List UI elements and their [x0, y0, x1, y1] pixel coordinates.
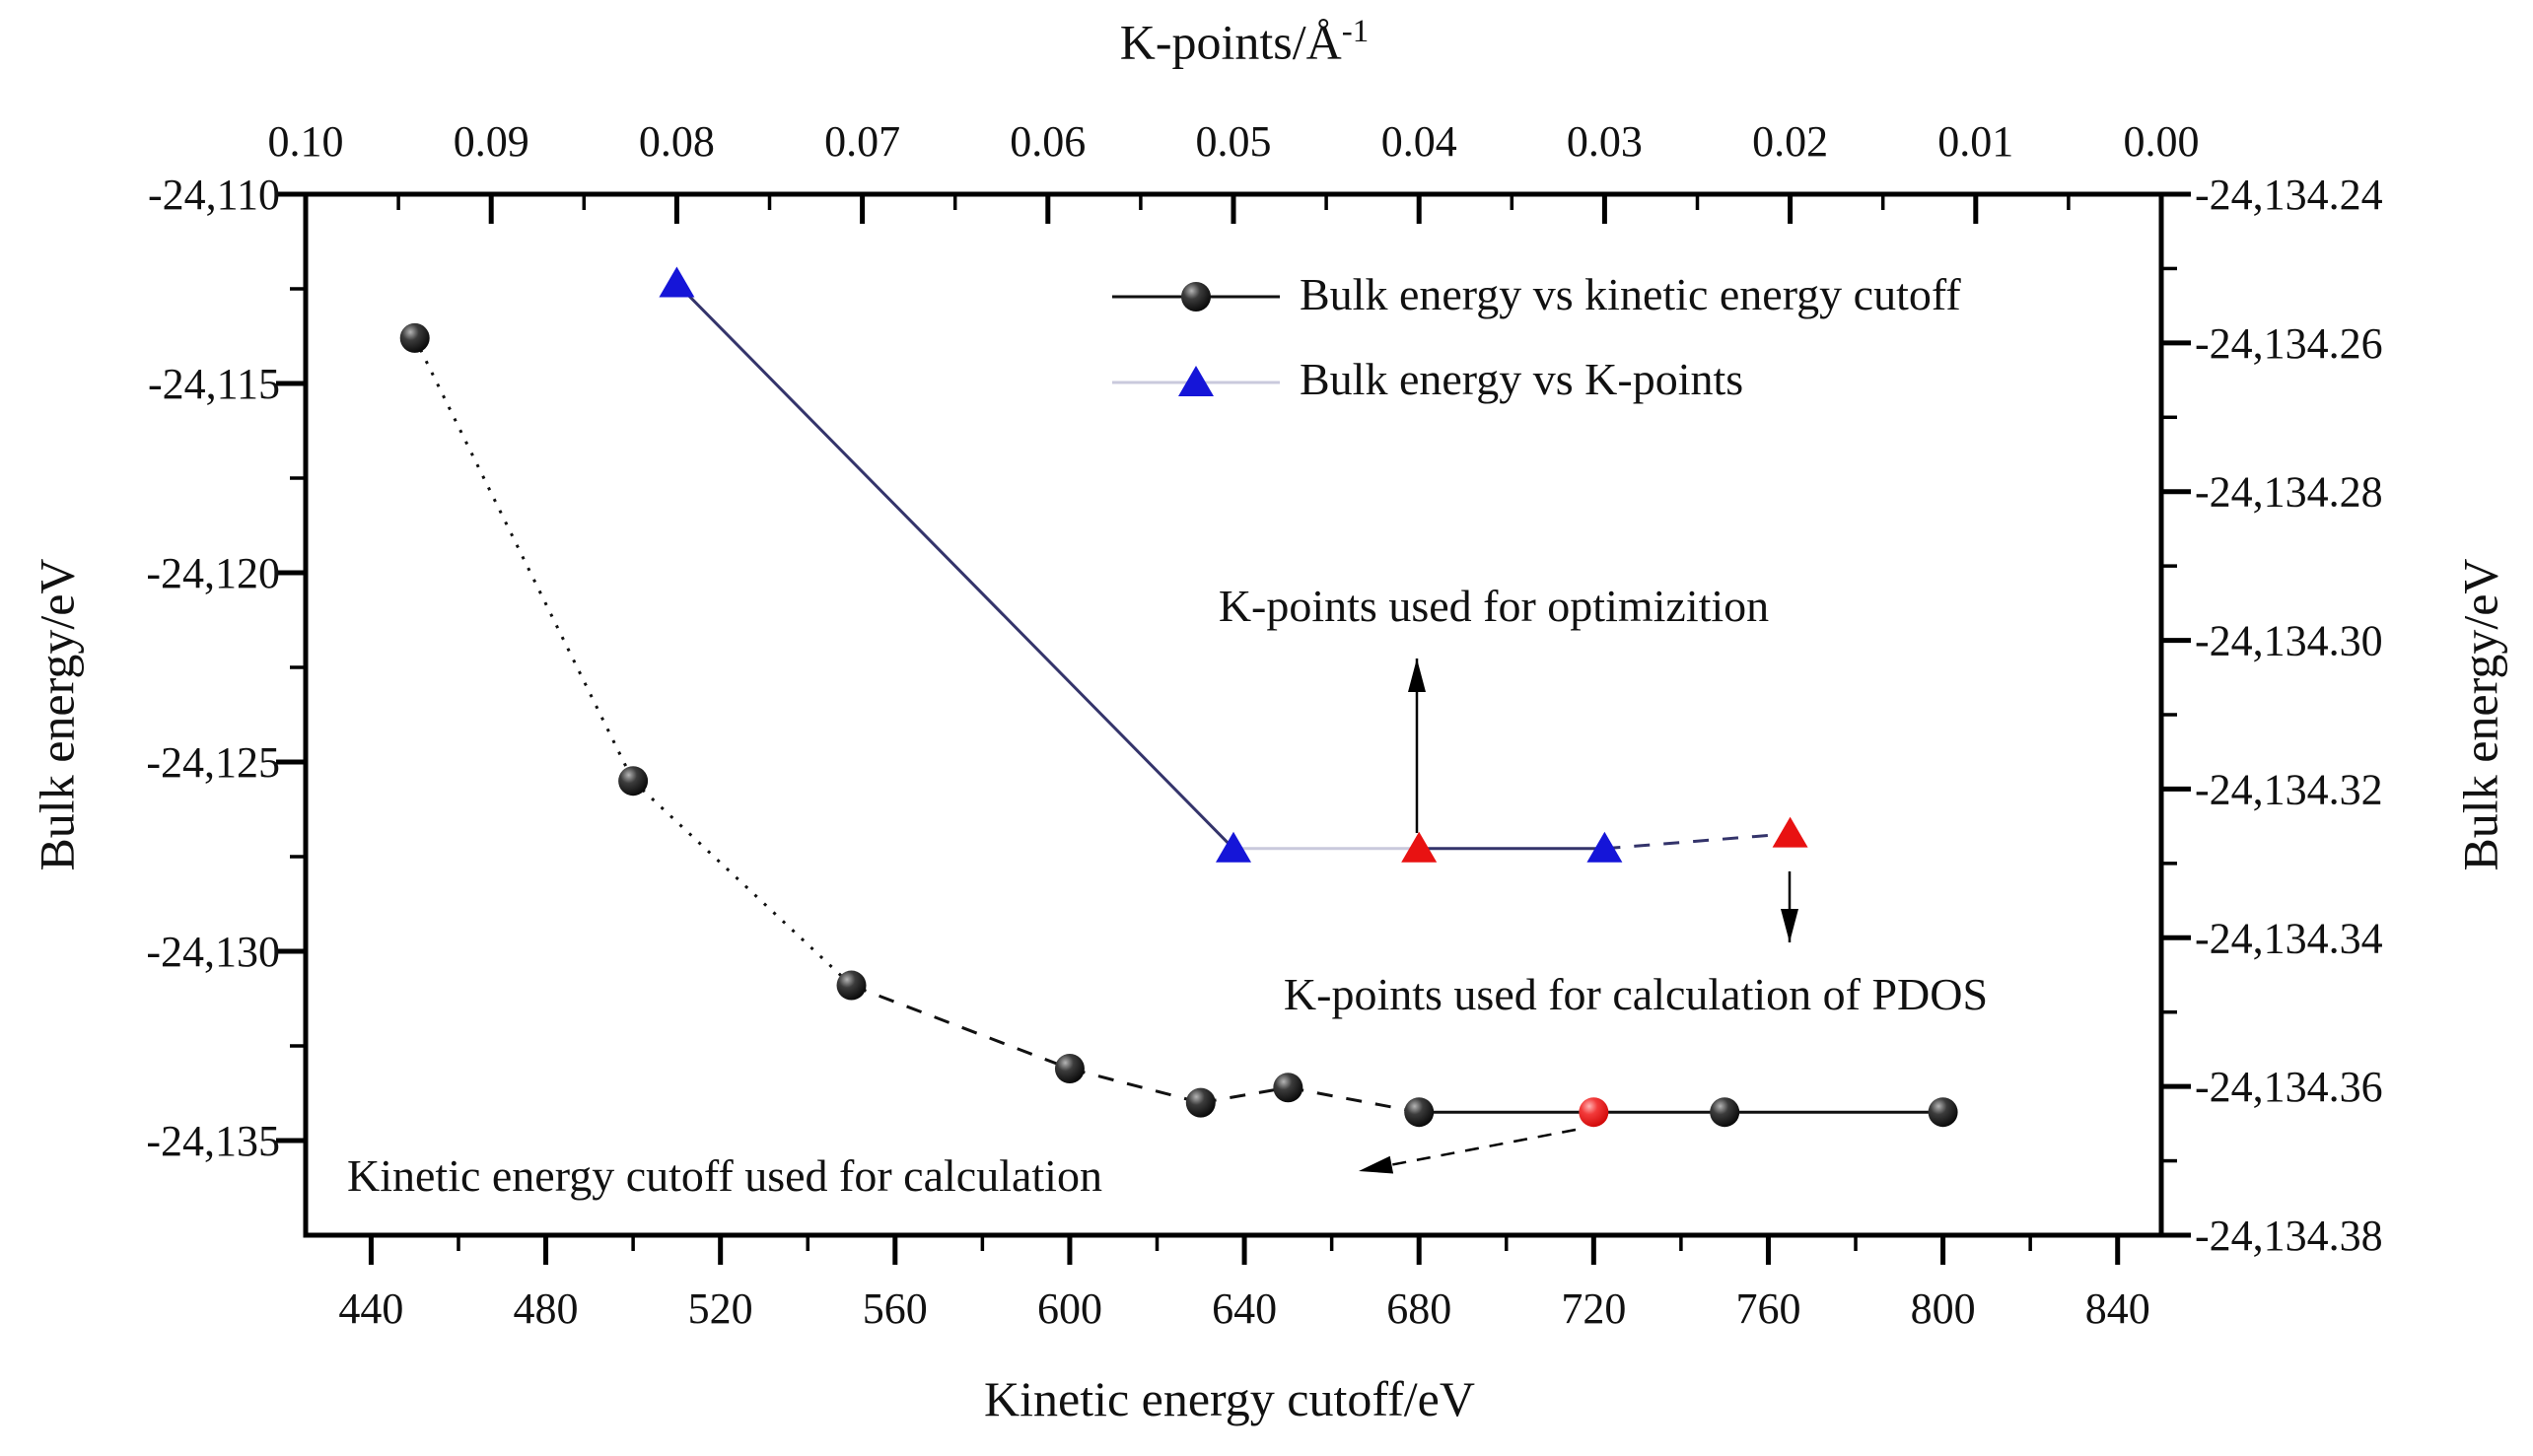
tick-label: 760 [1735, 1284, 1801, 1333]
data-point-circle [837, 971, 867, 1001]
annotation-kpoints-optimization: K-points used for optimizition [1218, 581, 1770, 631]
tick-label: 0.08 [638, 117, 715, 166]
annotation-kpoints-pdos: K-points used for calculation of PDOS [1283, 969, 1989, 1019]
annotation-arrow-kpoints-optimization [1408, 659, 1426, 833]
tick-label: 0.00 [2123, 117, 2200, 166]
tick-label: -24,130 [146, 928, 280, 976]
data-point-triangle-highlight [1773, 817, 1808, 848]
tick-label: 440 [338, 1284, 404, 1333]
series-segment [1070, 1069, 1201, 1103]
tick-label: 0.03 [1566, 117, 1643, 166]
tick-label: 600 [1036, 1284, 1102, 1333]
axis-left [146, 171, 306, 1165]
data-point-circle [1404, 1097, 1434, 1127]
arrowhead [1359, 1156, 1393, 1174]
series-segment [1288, 1087, 1419, 1112]
tick-label: -24,134.24 [2195, 171, 2383, 219]
tick-label: 680 [1386, 1284, 1452, 1333]
tick-label: 0.04 [1380, 117, 1457, 166]
legend-label-cutoff-series: Bulk energy vs kinetic energy cutoff [1300, 269, 1961, 319]
tick-label: 560 [862, 1284, 928, 1333]
tick-label: 0.01 [1937, 117, 2014, 166]
data-point-circle [618, 766, 648, 796]
tick-label: -24,134.32 [2195, 765, 2383, 814]
data-point-circle [1055, 1054, 1085, 1083]
axis-top [268, 117, 2200, 224]
right-axis-title: Bulk energy/eV [2452, 558, 2508, 871]
tick-label: -24,134.36 [2195, 1063, 2383, 1112]
series-segment [676, 284, 1233, 849]
arrowhead [1408, 659, 1426, 692]
data-point-circle [1929, 1097, 1958, 1127]
tick-label: -24,135 [146, 1117, 280, 1165]
left-axis-title: Bulk energy/eV [29, 558, 85, 871]
series-segment [633, 781, 851, 985]
annotation-arrow-cutoff-calculation [1359, 1130, 1576, 1173]
plot-frame [306, 194, 2161, 1235]
tick-label: -24,120 [146, 549, 280, 597]
tick-label: 800 [1910, 1284, 1976, 1333]
tick-label: 0.05 [1195, 117, 1272, 166]
tick-label: 0.10 [267, 117, 344, 166]
annotation-cutoff-calculation: Kinetic energy cutoff used for calculation [347, 1150, 1102, 1201]
tick-label: 840 [2084, 1284, 2150, 1333]
tick-label: 0.07 [824, 117, 901, 166]
tick-label: -24,115 [147, 360, 280, 408]
data-point-triangle [659, 267, 694, 298]
legend-marker-circle [1181, 282, 1211, 312]
tick-label: -24,125 [146, 738, 280, 787]
tick-label: 0.06 [1010, 117, 1087, 166]
top-axis-title-main: K-points/Å [1119, 14, 1342, 70]
tick-label: -24,134.30 [2195, 616, 2383, 665]
tick-label: -24,134.26 [2195, 318, 2383, 368]
tick-label: -24,134.34 [2195, 914, 2383, 963]
data-point-circle [400, 323, 430, 353]
tick-label: 520 [687, 1284, 753, 1333]
series-segment [1604, 834, 1790, 849]
data-point-circle [1710, 1097, 1739, 1127]
legend-label-kpoints-series: Bulk energy vs K-points [1300, 354, 1744, 404]
axis-bottom [338, 1235, 2149, 1333]
top-axis-title [1120, 14, 1370, 70]
arrowhead [1781, 909, 1798, 942]
top-axis-title-exponent: -1 [1341, 14, 1370, 49]
data-point-circle [1273, 1073, 1302, 1102]
tick-label: 480 [513, 1284, 579, 1333]
tick-label: -24,134.28 [2195, 467, 2383, 517]
data-point-circle-highlight [1579, 1097, 1608, 1127]
tick-label: 0.02 [1752, 117, 1829, 166]
data-point-circle [1186, 1088, 1216, 1118]
series-segment [415, 338, 633, 781]
annotation-arrow-kpoints-pdos [1781, 871, 1798, 942]
tick-label: 720 [1561, 1284, 1627, 1333]
axis-right [2161, 171, 2383, 1260]
series-segment [852, 986, 1070, 1069]
tick-label: 640 [1212, 1284, 1278, 1333]
legend-markers [1112, 282, 1280, 396]
bottom-axis-title: Kinetic energy cutoff/eV [984, 1371, 1475, 1426]
tick-label: 0.09 [453, 117, 529, 166]
tick-label: -24,134.38 [2195, 1212, 2383, 1260]
tick-label: -24,110 [147, 171, 280, 219]
